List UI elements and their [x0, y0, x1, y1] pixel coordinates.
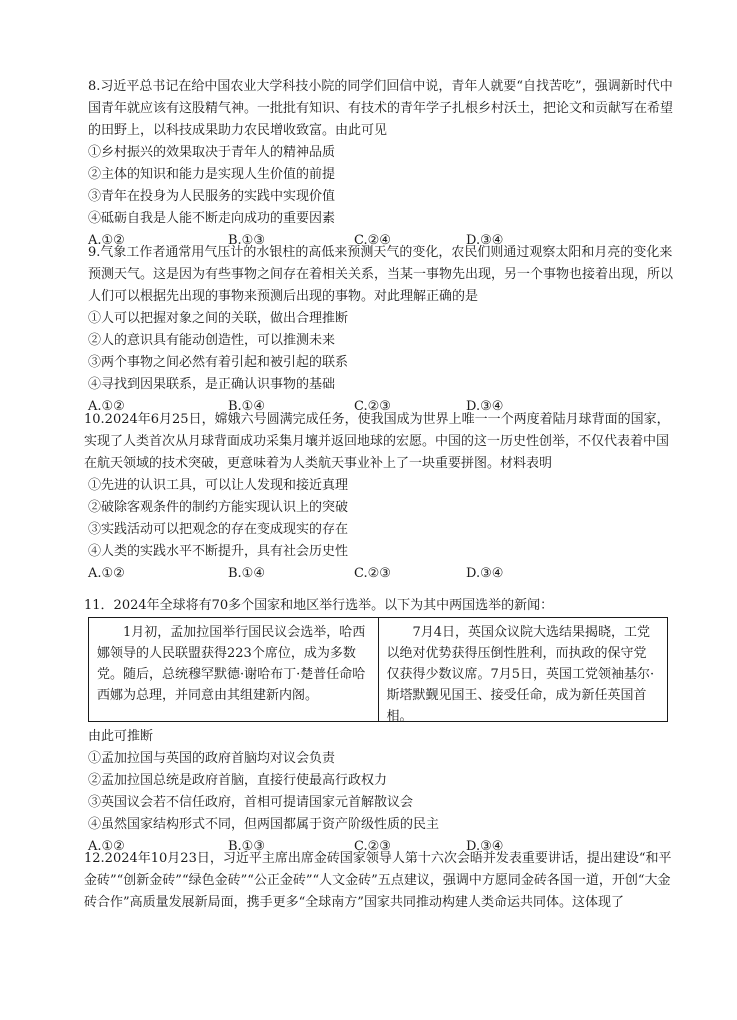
question-10-option-1: ①先进的认识工具，可以让人发现和接近真理 — [88, 478, 349, 493]
question-12-stem: 12.2024年10月23日，习近平主席出席金砖国家领导人第十六次会晤并发表重要讲话，提出建设“和平金砖”“创新金砖”“绿色金砖”“公正金砖”“人文金砖”五点建议，强调中方愿同金砖各国一道，开创“大金砖合作”高质量发展新局面，携手更多“全球南方”国家共同推动构建人类命运共同体。这体现了 — [84, 851, 672, 910]
question-10 — [84, 409, 680, 585]
question-11-option-4: ④虽然国家结构形式不同，但两国都属于资产阶级性质的民主 — [88, 817, 440, 832]
question-10-stem: 10.2024年6月25日，嫦娥六号圆满完成任务，使我国成为世界上唯一一个两度着陆月球背面的国家，实现了人类首次从月球背面成功采集月壤并返回地球的宏愿。中国的这一历史性创举，不仅代表着中国在航天领域的技术突破，更意味着为人类航天事业补上了一块重要拼图。材料表明 — [84, 412, 670, 471]
question-11 — [88, 726, 678, 858]
choice-b[interactable]: B.①③ — [228, 839, 265, 854]
question-11-option-2: ②孟加拉国总统是政府首脑，直接行使最高行政权力 — [88, 773, 388, 788]
question-8 — [88, 76, 678, 252]
question-11-stem-wrap — [84, 595, 680, 617]
question-9-option-3: ③两个事物之间必然有着引起和被引起的联系 — [88, 355, 349, 370]
choice-a[interactable]: A.①② — [88, 399, 125, 414]
choice-c[interactable]: C.②③ — [354, 399, 391, 414]
question-11-option-1: ①孟加拉国与英国的政府首脑均对议会负责 — [88, 751, 336, 766]
choice-a[interactable]: A.①② — [88, 566, 125, 581]
question-8-option-4: ④砥砺自我是人能不断走向成功的重要因素 — [88, 211, 336, 226]
question-10-choices — [84, 563, 680, 585]
question-9-option-1: ①人可以把握对象之间的关联，做出合理推断 — [88, 311, 349, 326]
choice-d[interactable]: D.③④ — [466, 566, 504, 581]
question-10-option-3: ③实践活动可以把观念的存在变成现实的存在 — [88, 522, 349, 537]
question-11-option-3: ③英国议会若不信任政府，首相可提请国家元首解散议会 — [88, 795, 414, 810]
question-9-option-2: ②人的意识具有能动创造性，可以推测未来 — [88, 333, 336, 348]
question-11-stem: 11．2024年全球将有70多个国家和地区举行选举。以下为其中两国选举的新闻： — [84, 598, 554, 613]
choice-b[interactable]: B.①③ — [228, 233, 265, 248]
question-9 — [88, 242, 678, 418]
question-8-option-2: ②主体的知识和能力是实现人生价值的前提 — [88, 167, 336, 182]
question-9-option-4: ④寻找到因果联系，是正确认识事物的基础 — [88, 377, 336, 392]
question-8-option-3: ③青年在投身为人民服务的实践中实现价值 — [88, 189, 336, 204]
question-9-stem: 9.气象工作者通常用气压计的水银柱的高低来预测天气的变化，农民们则通过观察太阳和月亮的变化来预测天气。这是因为有些事物之间存在着相关关系，当某一事物先出现，另一个事物也接着出现，所以人们可以根据先出现的事物来预测后出现的事物。对此理解正确的是 — [88, 245, 674, 304]
question-8-option-1: ①乡村振兴的效果取决于青年人的精神品质 — [88, 145, 336, 160]
choice-a[interactable]: A.①② — [88, 233, 125, 248]
choice-c[interactable]: C.②③ — [354, 839, 391, 854]
question-11-lead: 由此可推断 — [88, 729, 154, 744]
choice-c[interactable]: C.②③ — [354, 566, 391, 581]
question-12 — [84, 848, 680, 914]
question-10-option-2: ②破除客观条件的制约方能实现认识上的突破 — [88, 500, 349, 515]
choice-b[interactable]: B.①④ — [228, 566, 265, 581]
news-uk-text: 7月4日，英国众议院大选结果揭晓，工党以绝对优势获得压倒性胜利，而执政的保守党仅获得少数议席。7月5日，英国工党领袖基尔·斯塔默觐见国王、接受任命，成为新任英国首相。 — [386, 625, 655, 724]
choice-c[interactable]: C.②④ — [354, 233, 391, 248]
news-bangladesh-text: 1月初，孟加拉国举行国民议会选举，哈西娜领导的人民联盟获得223个席位，成为多数党。随后，总统穆罕默德·谢哈布丁·楚普任命哈西娜为总理，并同意由其组建新内阁。 — [97, 625, 366, 703]
choice-a[interactable]: A.①② — [88, 839, 125, 854]
news-bangladesh — [89, 618, 378, 721]
choice-d[interactable]: D.③④ — [466, 399, 504, 414]
choice-d[interactable]: D.③④ — [466, 839, 504, 854]
news-table — [88, 617, 668, 722]
choice-d[interactable]: D.③④ — [466, 233, 504, 248]
news-uk — [378, 618, 668, 724]
question-8-stem: 8.习近平总书记在给中国农业大学科技小院的同学们回信中说，青年人就要“自找苦吃”，强调新时代中国青年就应该有这股精气神。一批批有知识、有技术的青年学子扎根乡村沃土，把论文和贡献写在希望的田野上，以科技成果助力农民增收致富。由此可见 — [88, 79, 674, 138]
choice-b[interactable]: B.①④ — [228, 399, 265, 414]
question-10-option-4: ④人类的实践水平不断提升，具有社会历史性 — [88, 544, 349, 559]
